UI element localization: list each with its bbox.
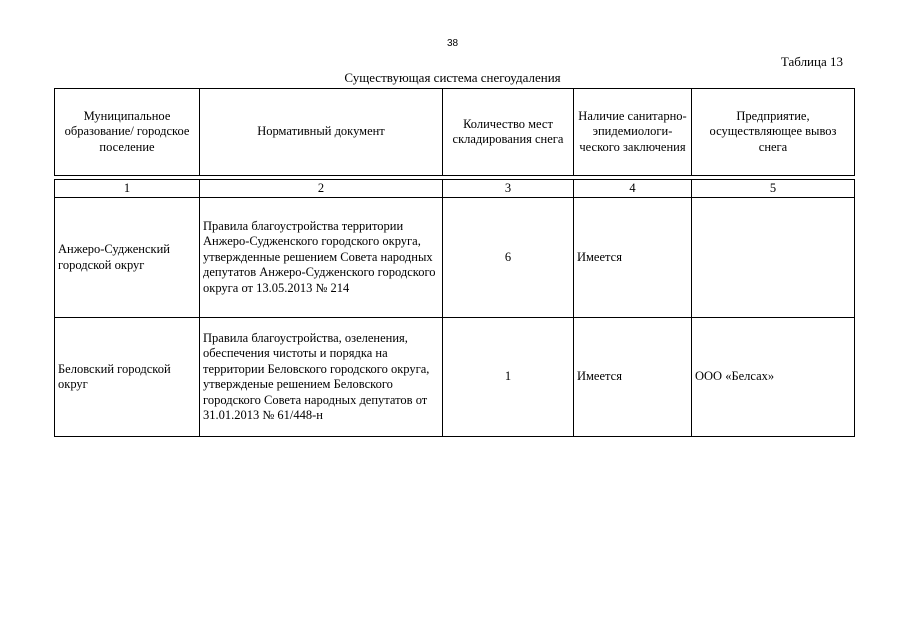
- cell-company: ООО «Белсах»: [692, 318, 855, 437]
- cell-document: Правила благоустройства, озеленения, обеспечения чистоты и порядка на территории Беловского городского округа, утвержденые решением Беловского городского Совета народных депутатов от 31.01.2013 № 61/448-н: [200, 318, 443, 437]
- header-row: [55, 89, 855, 176]
- table-caption: Существующая система снегоудаления: [344, 70, 561, 85]
- cell-municipality: Анжеро-Судженский городской округ: [55, 198, 200, 318]
- header-cell-company: Предприятие, осуществляющее вывоз снега: [692, 89, 855, 176]
- column-number-row: [55, 180, 855, 198]
- cell-places: 6: [443, 198, 574, 318]
- cell-conclusion: Имеется: [574, 318, 692, 437]
- cell-places: 1: [443, 318, 574, 437]
- header-cell-municipality: Муниципальное образование/ городское поселение: [55, 89, 200, 176]
- cell-municipality: Беловский городской округ: [55, 318, 200, 437]
- table-body: [54, 179, 855, 437]
- table-row: [55, 318, 855, 437]
- table-label: Таблица 13: [780, 54, 843, 69]
- table-row: [55, 198, 855, 318]
- column-number: 3: [443, 180, 574, 198]
- page-number: 38: [446, 38, 459, 49]
- cell-document: Правила благоустройства территории Анжеро-Судженского городского округа, утвержденные решением Совета народных депутатов Анжеро-Судженского городского округа от 13.05.2013 № 214: [200, 198, 443, 318]
- cell-conclusion: Имеется: [574, 198, 692, 318]
- cell-company: [692, 198, 855, 318]
- column-number: 1: [55, 180, 200, 198]
- header-cell-conclusion: Наличие санитарно-эпидемиологи-ческого заключения: [574, 89, 692, 176]
- column-number: 4: [574, 180, 692, 198]
- header-cell-document: Нормативный документ: [200, 89, 443, 176]
- table-header: [54, 88, 855, 176]
- column-number: 5: [692, 180, 855, 198]
- column-number: 2: [200, 180, 443, 198]
- header-cell-places: Количество мест складирования снега: [443, 89, 574, 176]
